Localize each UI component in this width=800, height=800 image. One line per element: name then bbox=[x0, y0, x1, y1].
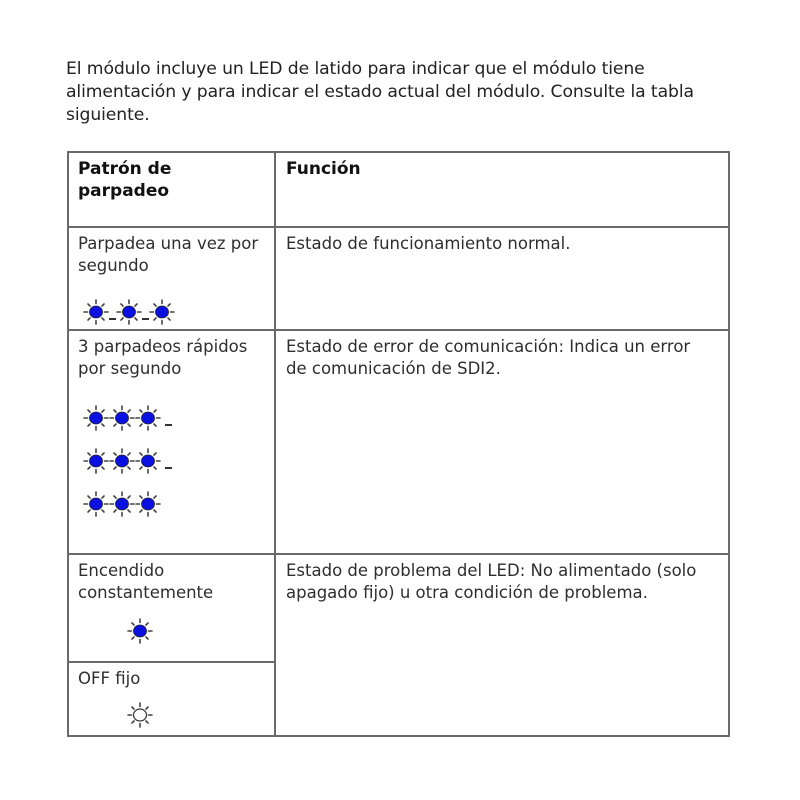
row-1-pattern: Parpadea una vez por segundo bbox=[78, 234, 259, 275]
row-1-function: Estado de funcionamiento normal. bbox=[286, 234, 571, 253]
led-steady-on-icon bbox=[127, 618, 153, 644]
row-3-function: Estado de problema del LED: No alimentado (solo apagado fijo) u otra condición de problema. bbox=[286, 561, 697, 602]
row-3-pattern: Encendido constantemente bbox=[78, 561, 214, 602]
column-divider bbox=[274, 153, 276, 735]
row-divider bbox=[69, 661, 275, 663]
row-2-pattern: 3 parpadeos rápidos por segundo bbox=[78, 337, 248, 378]
led-steady-off-icon bbox=[127, 702, 153, 728]
row-2-function: Estado de error de comunicación: Indica un error de comunicación de SDI2. bbox=[286, 337, 691, 378]
intro-paragraph: El módulo incluye un LED de latido para indicar que el módulo tiene alimentación y para indicar el estado actual del módulo. Consulte la tabla siguiente. bbox=[66, 59, 694, 125]
row-divider bbox=[69, 329, 728, 331]
header-pattern: Patrón de parpadeo bbox=[78, 159, 172, 201]
row-divider bbox=[69, 553, 728, 555]
row-divider bbox=[69, 226, 728, 228]
header-function: Función bbox=[286, 159, 361, 179]
led-pattern-table bbox=[67, 151, 730, 737]
row-4-pattern: OFF fijo bbox=[78, 669, 141, 688]
led-blink-once-per-second-icon bbox=[83, 299, 175, 325]
